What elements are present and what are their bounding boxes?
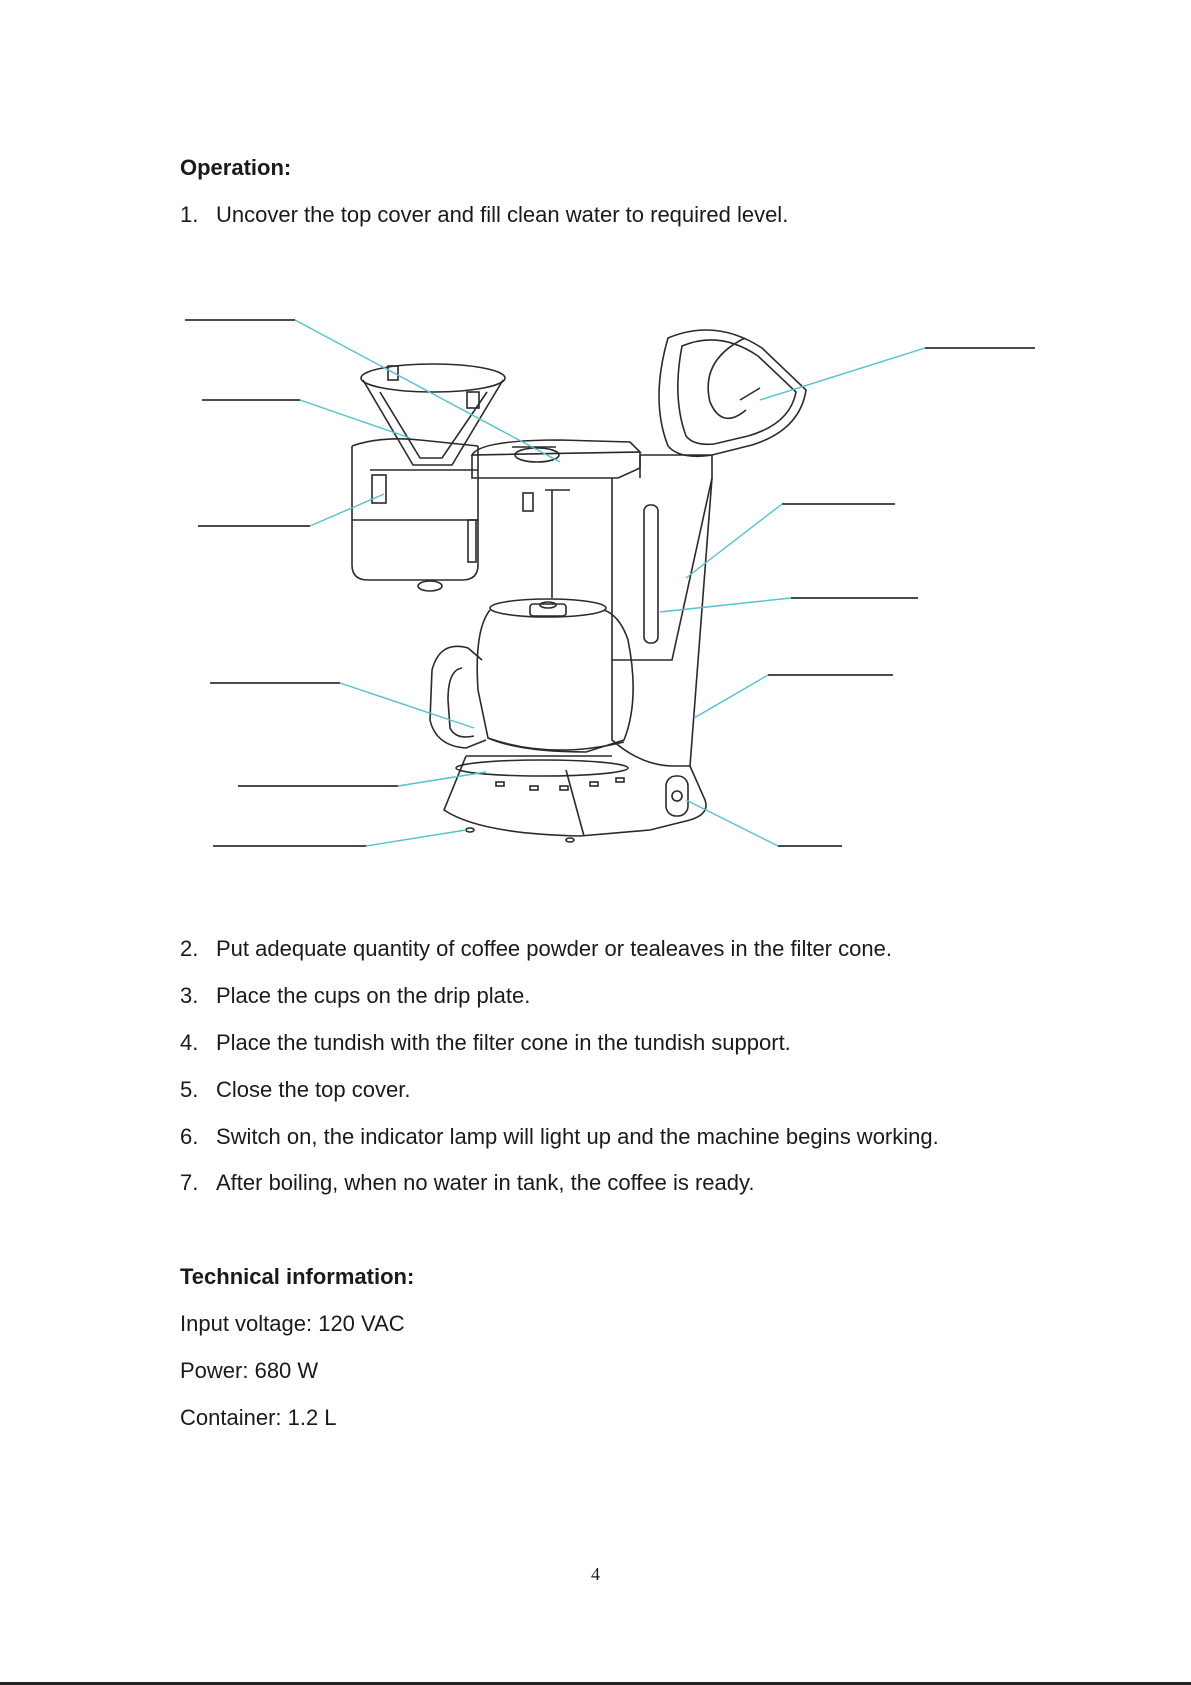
tundish-drawing: [352, 439, 478, 591]
step-text: After boiling, when no water in tank, the coffee is ready.: [216, 1170, 755, 1195]
page-number: 4: [591, 1564, 600, 1584]
step-number: 1.: [180, 202, 199, 227]
operation-heading: Operation:: [180, 155, 292, 180]
leader-lines: [295, 320, 925, 846]
step-text: Switch on, the indicator lamp will light up and the machine begins working.: [216, 1124, 939, 1149]
step-number: 4.: [180, 1030, 199, 1055]
operation-step-7: [180, 1170, 755, 1196]
technical-heading: Technical information:: [180, 1264, 415, 1289]
tank-lid-drawing: [472, 440, 640, 478]
spec-input-voltage: Input voltage: 120 VAC: [180, 1311, 405, 1336]
step-text: Place the tundish with the filter cone in the tundish support.: [216, 1030, 791, 1055]
step-number: 3.: [180, 983, 199, 1008]
operation-step-4: [180, 1030, 791, 1056]
step-number: 7.: [180, 1170, 199, 1195]
step-number: 2.: [180, 936, 199, 961]
tower-drawing: [523, 455, 712, 766]
operation-step-5: [180, 1077, 410, 1103]
step-text: Close the top cover.: [216, 1077, 411, 1102]
filter-cone-drawing: [361, 364, 505, 465]
operation-step-2: [180, 936, 892, 962]
spec-container: Container: 1.2 L: [180, 1405, 337, 1430]
label-underlines: [185, 320, 1035, 846]
operation-step-6: [180, 1124, 939, 1150]
step-number: 6.: [180, 1124, 199, 1149]
step-text: Place the cups on the drip plate.: [216, 983, 531, 1008]
step-number: 5.: [180, 1077, 199, 1102]
step-text: Uncover the top cover and fill clean water to required level.: [216, 202, 789, 227]
step-text: Put adequate quantity of coffee powder or tealeaves in the filter cone.: [216, 936, 892, 961]
operation-step-3: [180, 983, 530, 1009]
spec-power: Power: 680 W: [180, 1358, 319, 1383]
base-drawing: [444, 756, 706, 842]
carafe-drawing: [430, 599, 633, 752]
coffee-maker-drawing: [352, 330, 806, 842]
